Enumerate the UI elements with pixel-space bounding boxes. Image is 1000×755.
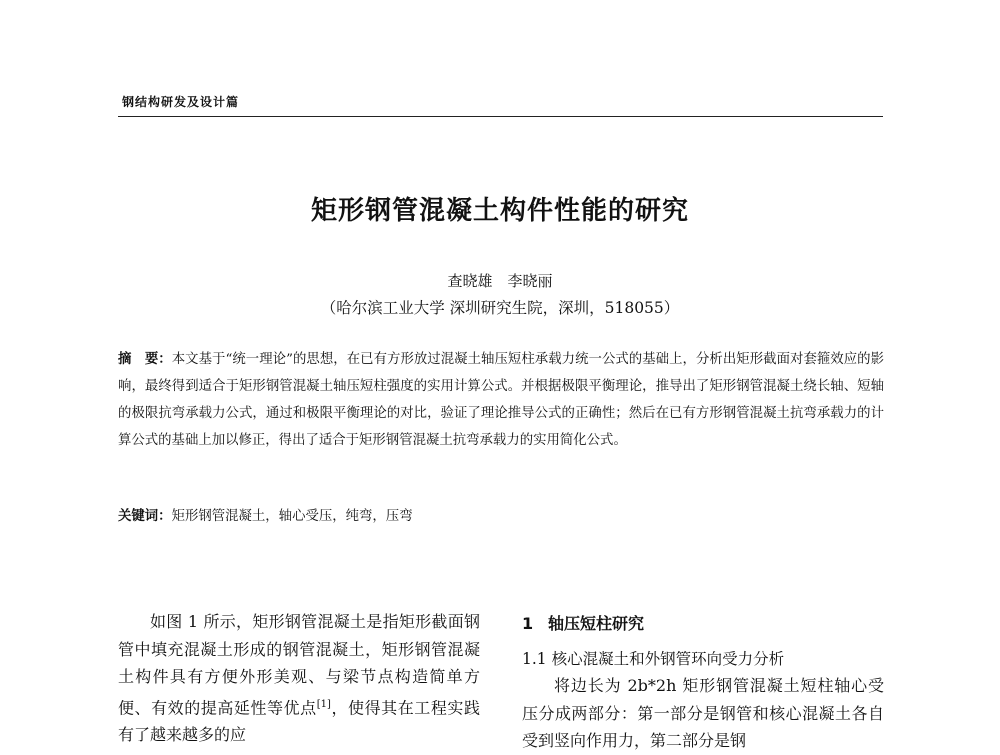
subsection-heading: 1.1 核心混凝土和外钢管环向受力分析 bbox=[522, 650, 785, 668]
section-heading bbox=[522, 610, 884, 638]
affiliation: （哈尔滨工业大学 深圳研究生院，深圳，518055） bbox=[320, 299, 680, 317]
citation-ref: [1] bbox=[316, 698, 331, 710]
running-header: 钢结构研发及设计篇 bbox=[122, 95, 240, 109]
header-rule bbox=[118, 116, 883, 117]
section-number: 1 bbox=[522, 614, 534, 633]
paper-title: 矩形钢管混凝土构件性能的研究 bbox=[310, 196, 689, 226]
abstract-text: 本文基于“统一理论”的思想，在已有方形放过混凝土轴压短柱承载力统一公式的基础上，分析出矩形截面对套箍效应的影响，最终得到适合于矩形钢管混凝土轴压短柱强度的实用计算公式。并根据极限平衡理论，推导出了矩形钢管混凝土绕长轴、短轴的极限抗弯承载力公式，通过和极限平衡理论的对比，验证了理论推导公式的正确性；然后在已有方形钢管混凝土抗弯承载力的计算公式的基础上加以修正，得出了适合于矩形钢管混凝土抗弯承载力的实用简化公式。 bbox=[118, 352, 885, 448]
keywords-text: 矩形钢管混凝土，轴心受压，纯弯，压弯 bbox=[171, 509, 413, 524]
body-text-continued: ，使得其在工程实践有了越来越多的应 bbox=[118, 697, 480, 745]
section-title: 轴压短柱研究 bbox=[548, 614, 645, 633]
abstract bbox=[118, 346, 884, 454]
authors: 查晓雄 李晓丽 bbox=[447, 272, 553, 290]
body-column-left bbox=[118, 608, 480, 749]
body-text: 如图 1 所示，矩形钢管混凝土是指矩形截面钢管中填充混凝土形成的钢管混凝土，矩形钢管混凝土构件具有方便外形美观、与梁节点构造简单方便、有效的提高延性等优点 bbox=[118, 612, 480, 717]
body-paragraph bbox=[118, 608, 480, 749]
abstract-label: 摘 要： bbox=[118, 352, 172, 367]
keywords-label: 关键词： bbox=[118, 509, 172, 524]
keywords bbox=[118, 503, 884, 530]
section-paragraph: 将边长为 2b*2h 矩形钢管混凝土短柱轴心受压分成两部分：第一部分是钢管和核心混凝土各自受到竖向作用力，第二部分是钢 bbox=[522, 676, 884, 750]
body-column-right bbox=[522, 610, 884, 755]
